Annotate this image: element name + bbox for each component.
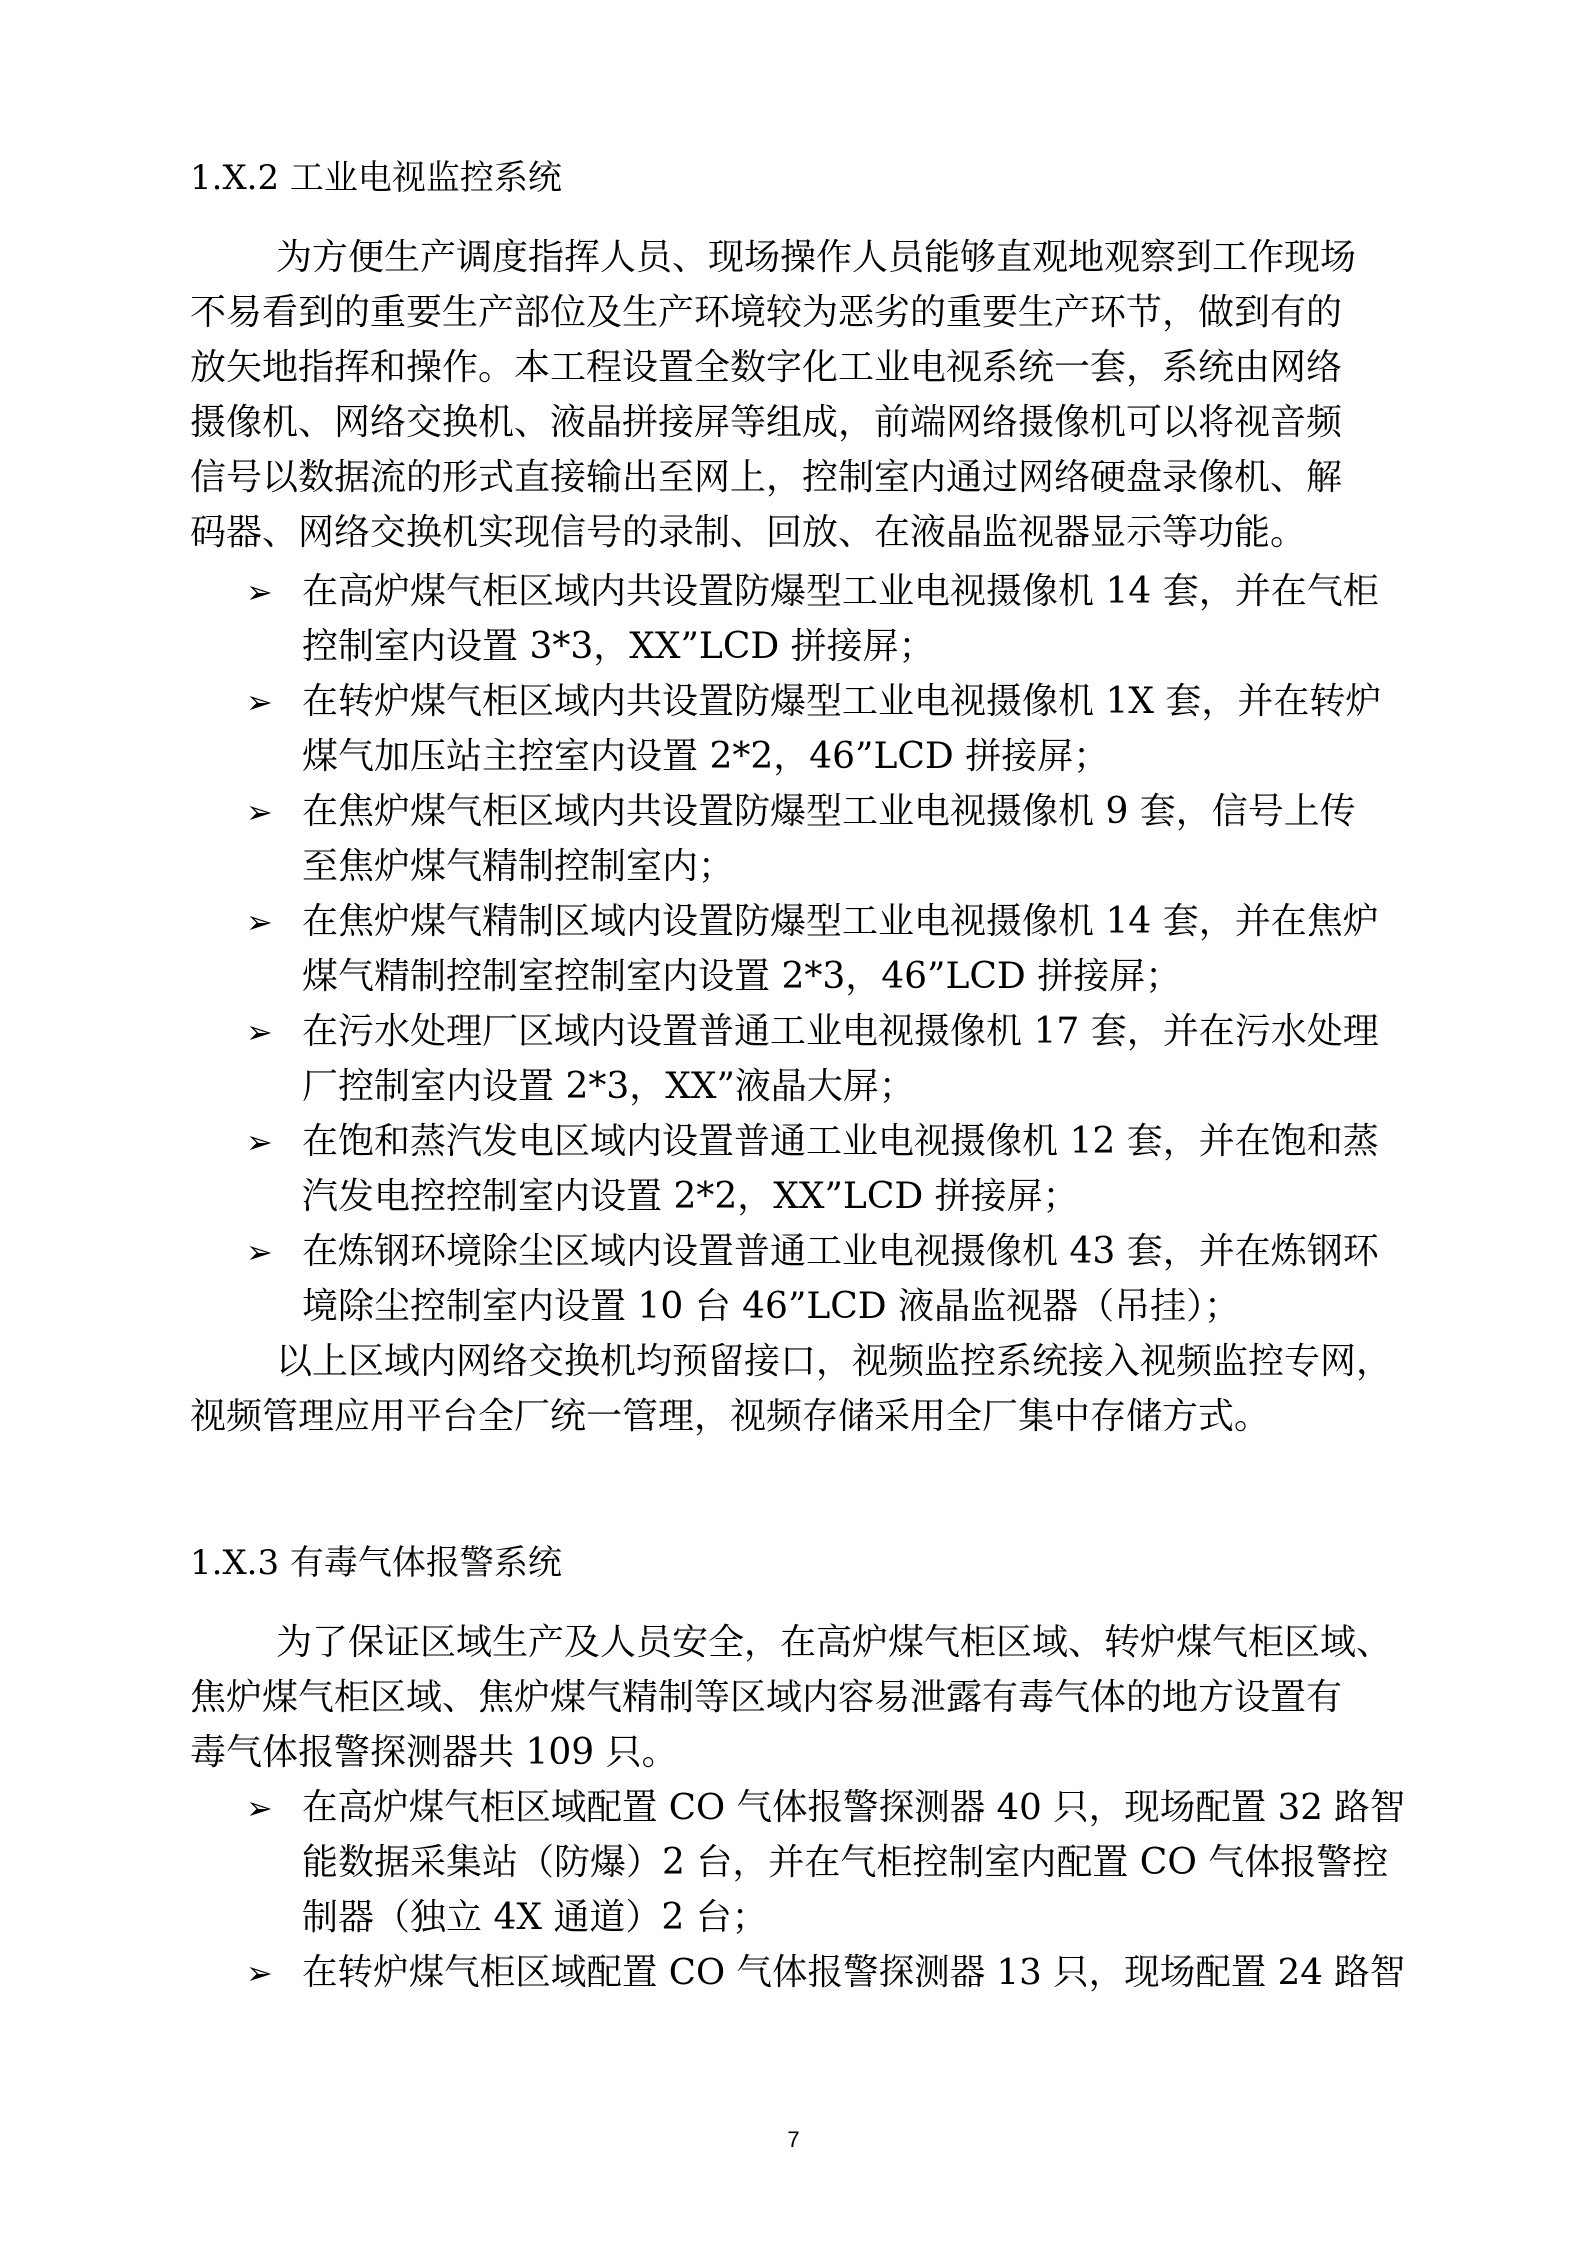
section-heading-gas: 1.X.3 有毒气体报警系统	[190, 1543, 562, 1583]
bullet-line: 在转炉煤气柜区域内共设置防爆型工业电视摄像机 1X 套，并在转炉	[302, 681, 1382, 722]
bullet-arrow-icon: ➢	[246, 793, 273, 831]
paragraph-line: 焦炉煤气柜区域、焦炉煤气精制等区域内容易泄露有毒气体的地方设置有	[190, 1677, 1343, 1718]
bullet-line: 能数据采集站（防爆）2 台，并在气柜控制室内配置 CO 气体报警控	[302, 1842, 1389, 1883]
page-number: 7	[787, 2127, 800, 2152]
bullet-line: 在饱和蒸汽发电区域内设置普通工业电视摄像机 12 套，并在饱和蒸	[302, 1121, 1379, 1162]
bullet-arrow-icon: ➢	[246, 1789, 273, 1827]
bullet-arrow-icon: ➢	[246, 573, 273, 611]
bullet-line: 厂控制室内设置 2*3，XX”液晶大屏；	[302, 1066, 915, 1107]
paragraph-line: 信号以数据流的形式直接输出至网上，控制室内通过网络硬盘录像机、解	[190, 457, 1343, 498]
bullet-arrow-icon: ➢	[246, 683, 273, 721]
paragraph-line: 视频管理应用平台全厂统一管理，视频存储采用全厂集中存储方式。	[190, 1396, 1271, 1437]
bullet-line: 在高炉煤气柜区域配置 CO 气体报警探测器 40 只，现场配置 32 路智	[302, 1787, 1406, 1828]
bullet-line: 在焦炉煤气精制区域内设置防爆型工业电视摄像机 14 套，并在焦炉	[302, 901, 1379, 942]
bullet-arrow-icon: ➢	[246, 1123, 273, 1161]
bullet-line: 在焦炉煤气柜区域内共设置防爆型工业电视摄像机 9 套，信号上传	[302, 791, 1356, 832]
paragraph-line: 摄像机、网络交换机、液晶拼接屏等组成，前端网络摄像机可以将视音频	[190, 402, 1343, 443]
section-heading-cctv: 1.X.2 工业电视监控系统	[190, 158, 562, 198]
bullet-line: 汽发电控控制室内设置 2*2，XX”LCD 拼接屏；	[302, 1176, 1079, 1217]
bullet-line: 在炼钢环境除尘区域内设置普通工业电视摄像机 43 套，并在炼钢环	[302, 1231, 1379, 1272]
paragraph-line: 为了保证区域生产及人员安全，在高炉煤气柜区域、转炉煤气柜区域、	[276, 1622, 1393, 1663]
paragraph-line: 码器、网络交换机实现信号的录制、回放、在液晶监视器显示等功能。	[190, 512, 1307, 553]
bullet-arrow-icon: ➢	[246, 1233, 273, 1271]
bullet-line: 在污水处理厂区域内设置普通工业电视摄像机 17 套，并在污水处理	[302, 1011, 1379, 1052]
paragraph-line: 不易看到的重要生产部位及生产环境较为恶劣的重要生产环节，做到有的	[190, 292, 1343, 333]
paragraph-line: 放矢地指挥和操作。本工程设置全数字化工业电视系统一套，系统由网络	[190, 347, 1343, 388]
paragraph-line: 毒气体报警探测器共 109 只。	[190, 1732, 678, 1773]
bullet-line: 在高炉煤气柜区域内共设置防爆型工业电视摄像机 14 套，并在气柜	[302, 571, 1379, 612]
bullet-arrow-icon: ➢	[246, 903, 273, 941]
bullet-line: 在转炉煤气柜区域配置 CO 气体报警探测器 13 只，现场配置 24 路智	[302, 1952, 1406, 1993]
bullet-arrow-icon: ➢	[246, 1954, 273, 1992]
bullet-line: 煤气精制控制室控制室内设置 2*3，46”LCD 拼接屏；	[302, 956, 1182, 997]
bullet-line: 制器（独立 4X 通道）2 台；	[302, 1897, 768, 1938]
bullet-line: 境除尘控制室内设置 10 台 46”LCD 液晶监视器（吊挂）；	[302, 1286, 1241, 1327]
bullet-line: 至焦炉煤气精制控制室内；	[302, 846, 735, 887]
bullet-arrow-icon: ➢	[246, 1013, 273, 1051]
bullet-line: 控制室内设置 3*3，XX”LCD 拼接屏；	[302, 626, 935, 667]
paragraph-line: 为方便生产调度指挥人员、现场操作人员能够直观地观察到工作现场	[276, 237, 1357, 278]
paragraph-line: 以上区域内网络交换机均预留接口，视频监控系统接入视频监控专网，	[276, 1341, 1393, 1382]
bullet-line: 煤气加压站主控室内设置 2*2，46”LCD 拼接屏；	[302, 736, 1110, 777]
